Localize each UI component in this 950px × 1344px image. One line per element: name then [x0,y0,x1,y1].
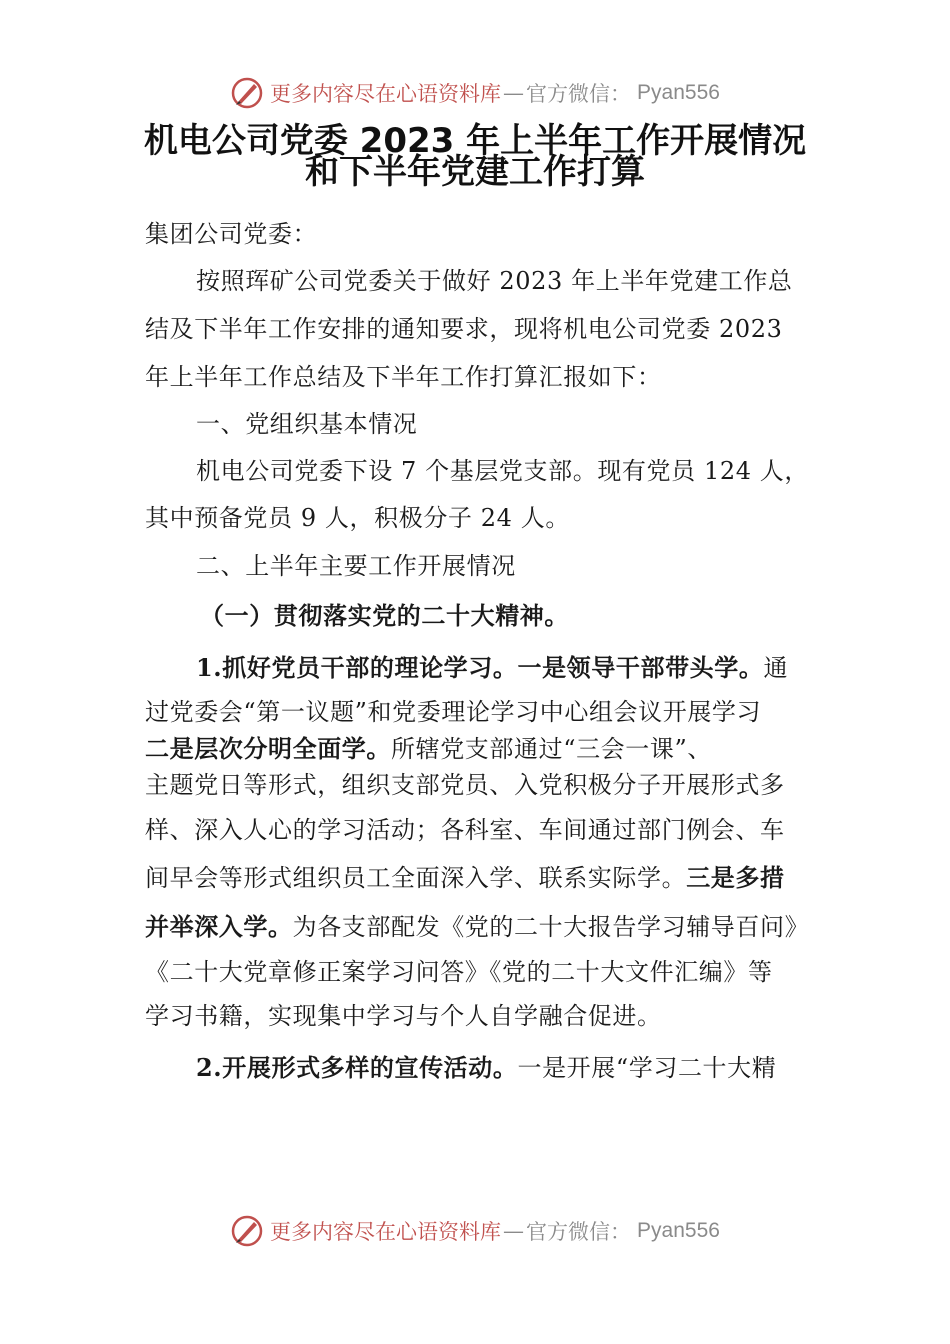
pen-logo-icon [230,1214,264,1248]
watermark-footer [0,1211,950,1251]
item1-line-6 [145,862,810,894]
item1-line-4: 主题党日等形式，组织支部党员、入党积极分子开展形式多 [145,771,785,799]
watermark-separator: — [503,81,525,105]
item1-title: 抓好党员干部的理论学习。 [222,654,518,682]
item2-title: 开展形式多样的宣传活动。 [222,1054,518,1082]
item1-line-3 [145,733,810,765]
watermark-header [0,73,950,113]
watermark-separator: — [503,1219,525,1243]
item1-point-2: 二是层次分明全面学。 [145,735,391,763]
intro-line-1: 按照珲矿公司党委关于做好 2023 年上半年党建工作总 [196,267,793,295]
section-heading-1: 一、党组织基本情况 [196,410,418,438]
section-heading-2: 二、上半年主要工作开展情况 [196,552,516,580]
document-title-line-1: 机电公司党委 2023 年上半年工作开展情况 [143,121,807,161]
watermark-brand: 更多内容尽在心语资料库 [270,82,502,106]
item1-line-6-head: 间早会等形式组织员工全面深入学、联系实际学。 [145,864,687,892]
pen-logo-icon [230,76,264,110]
item1-line-1 [196,652,810,684]
item1-line-8: 《二十大党章修正案学习问答》《党的二十大文件汇编》等 [145,958,773,986]
subheading-1: （一）贯彻落实党的二十大精神。 [200,602,569,630]
salutation: 集团公司党委： [145,220,318,248]
watermark-label: 官方微信： [526,82,632,106]
item2-number: 2. [196,1053,223,1082]
basic-line-2: 其中预备党员 9 人，积极分子 24 人。 [145,504,570,532]
watermark-id: Pyan556 [637,81,720,104]
intro-line-2: 结及下半年工作安排的通知要求，现将机电公司党委 2023 [145,315,783,343]
item1-point-1: 一是领导干部带头学。 [517,654,764,682]
watermark-brand: 更多内容尽在心语资料库 [270,1220,502,1244]
item1-line-1-tail: 通 [763,654,789,682]
item1-number: 1. [196,653,223,682]
item2-tail: 一是开展“学习二十大精 [517,1054,777,1082]
watermark-id: Pyan556 [637,1219,720,1242]
item1-line-2: 过党委会“第一议题”和党委理论学习中心组会议开展学习 [145,698,762,726]
intro-line-3: 年上半年工作总结及下半年工作打算汇报如下： [145,363,662,391]
item1-line-3-tail: 所辖党支部通过“三会一课”、 [391,735,712,763]
item1-point-3b: 并举深入学。 [145,913,293,941]
item2-line-1 [196,1052,810,1084]
basic-line-1: 机电公司党委下设 7 个基层党支部。现有党员 124 人， [196,457,809,485]
item1-line-5: 样、深入人心的学习活动；各科室、车间通过部门例会、车 [145,816,785,844]
watermark-label: 官方微信： [526,1220,632,1244]
item1-point-3a: 三是多措 [686,864,785,892]
item1-line-7-tail: 为各支部配发《党的二十大报告学习辅导百问》 [292,913,810,941]
item1-line-7 [145,911,810,943]
item1-line-9: 学习书籍，实现集中学习与个人自学融合促进。 [145,1002,662,1030]
document-title-line-2: 和下半年党建工作打算 [305,152,645,192]
